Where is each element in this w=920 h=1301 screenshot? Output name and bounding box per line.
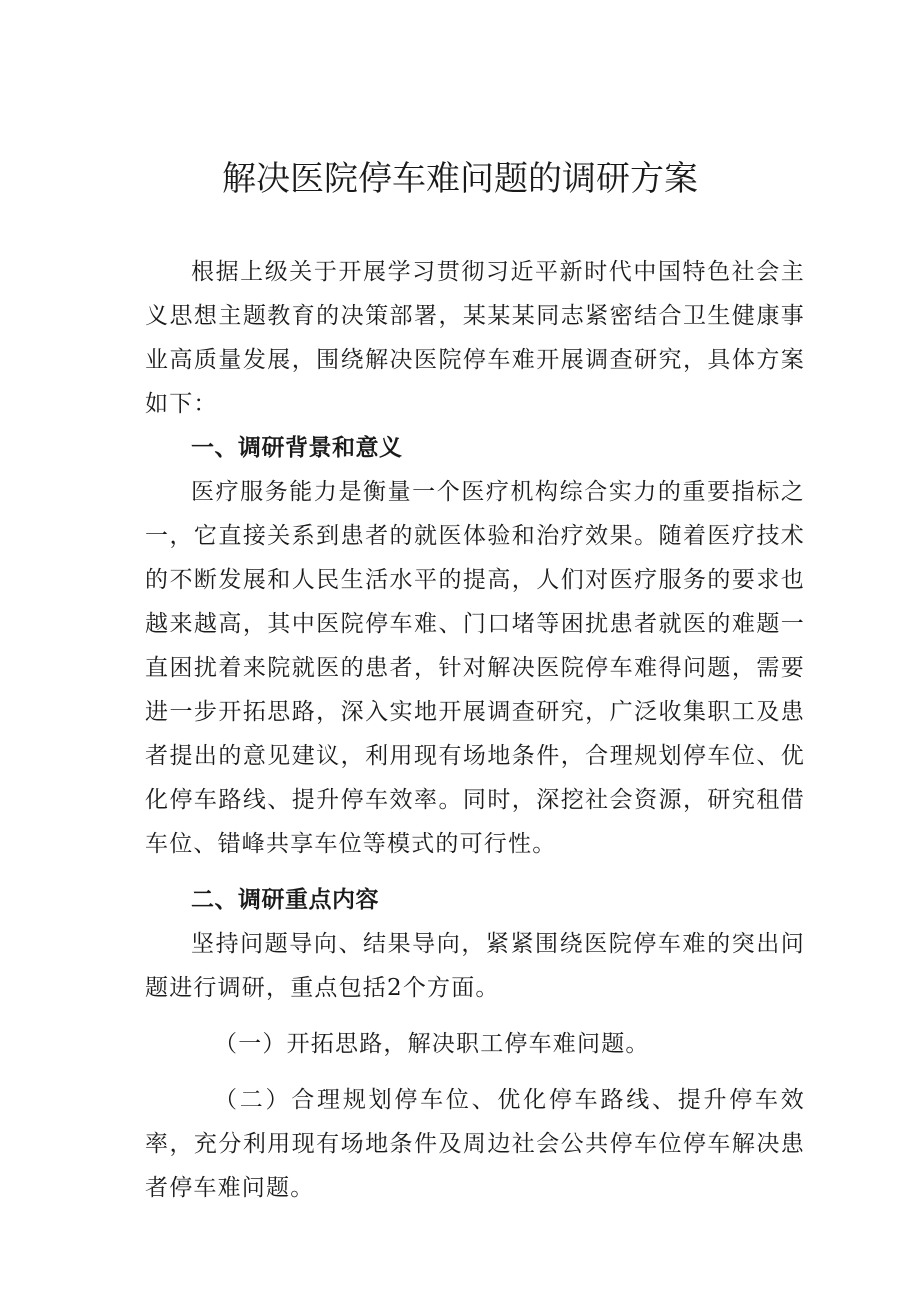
document-title: 解决医院停车难问题的调研方案 bbox=[222, 159, 698, 199]
section1-heading: 一、调研背景和意义 bbox=[191, 435, 403, 461]
intro-paragraph: 根据上级关于开展学习贯彻习近平新时代中国特色社会主义思想主题教育的决策部署，某某某同志紧密结合卫生健康事业高质量发展，围绕解决医院停车难开展调查研究，具体方案如下： bbox=[145, 259, 805, 417]
section2-heading: 二、调研重点内容 bbox=[191, 887, 379, 913]
section2-item-1: （一）开拓思路，解决职工停车难问题。 bbox=[214, 1031, 650, 1057]
section2-paragraph: 坚持问题导向、结果导向，紧紧围绕医院停车难的突出问题进行调研，重点包括2个方面。 bbox=[145, 931, 805, 1001]
document-body bbox=[145, 250, 805, 1210]
section1-paragraph: 医疗服务能力是衡量一个医疗机构综合实力的重要指标之一，它直接关系到患者的就医体验和治疗效果。随着医疗技术的不断发展和人民生活水平的提高，人们对医疗服务的要求也越来越高，其中医院停车难、门口堵等困扰患者就医的难题一直困扰着来院就医的患者，针对解决医院停车难得问题，需要进一步开拓思路，深入实地开展调查研究，广泛收集职工及患者提出的意见建议，利用现有场地条件，合理规划停车位、优化停车路线、提升停车效率。同时，深挖社会资源，研究租借车位、错峰共享车位等模式的可行性。 bbox=[145, 479, 805, 857]
section2-item-2: （二）合理规划停车位、优化停车路线、提升停车效率，充分利用现有场地条件及周边社会公共停车位停车解决患者停车难问题。 bbox=[145, 1087, 805, 1201]
